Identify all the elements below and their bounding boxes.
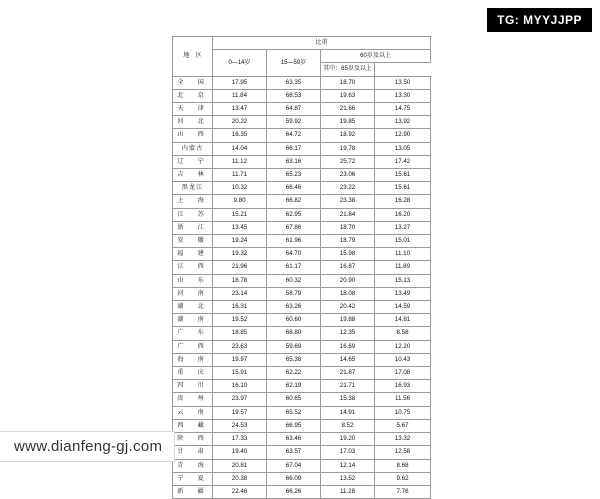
table-body [173,76,431,499]
cell-65-plus: 8.58 [375,327,431,340]
row-region: 河 北 [173,116,213,129]
row-region: 湖 北 [173,301,213,314]
row-region: 宁 夏 [173,472,213,485]
cell-65-plus: 16.93 [375,380,431,393]
row-region: 陕 西 [173,433,213,446]
row-region: 四 川 [173,380,213,393]
row-region: 福 建 [173,248,213,261]
cell-60-plus: 12.14 [321,459,375,472]
row-region: 辽 宁 [173,155,213,168]
cell-65-plus: 9.62 [375,472,431,485]
cell-0-14: 23.97 [213,393,267,406]
row-region: 湖 南 [173,314,213,327]
tg-badge: TG: MYYJJPP [487,8,592,32]
cell-15-59: 62.95 [267,208,321,221]
cell-15-59: 66.09 [267,472,321,485]
table-row [173,380,431,393]
cell-0-14: 18.85 [213,327,267,340]
cell-60-plus: 18.08 [321,287,375,300]
cell-65-plus: 11.10 [375,248,431,261]
cell-15-59: 63.57 [267,446,321,459]
cell-0-14: 19.97 [213,353,267,366]
cell-60-plus: 19.63 [321,89,375,102]
cell-60-plus: 17.03 [321,446,375,459]
cell-15-59: 68.80 [267,327,321,340]
cell-0-14: 11.12 [213,155,267,168]
row-region: 甘 肃 [173,446,213,459]
cell-15-59: 67.04 [267,459,321,472]
cell-65-plus: 15.61 [375,169,431,182]
cell-60-plus: 15.98 [321,248,375,261]
cell-15-59: 62.19 [267,380,321,393]
cell-65-plus: 13.27 [375,221,431,234]
cell-0-14: 9.80 [213,195,267,208]
cell-60-plus: 12.35 [321,327,375,340]
cell-60-plus: 18.79 [321,235,375,248]
cell-0-14: 20.38 [213,472,267,485]
row-region: 北 京 [173,89,213,102]
cell-15-59: 63.46 [267,433,321,446]
cell-65-plus: 12.20 [375,340,431,353]
row-region: 云 南 [173,406,213,419]
table-row [173,155,431,168]
cell-15-59: 65.23 [267,169,321,182]
row-region: 内蒙古 [173,142,213,155]
cell-0-14: 15.21 [213,208,267,221]
cell-60-plus: 8.52 [321,419,375,432]
cell-15-59: 60.32 [267,274,321,287]
cell-15-59: 63.16 [267,155,321,168]
cell-0-14: 17.95 [213,76,267,89]
header-col-65-plus: 其中：65岁及以上 [321,63,375,76]
cell-15-59: 60.60 [267,314,321,327]
cell-15-59: 58.79 [267,287,321,300]
table-row [173,235,431,248]
table-head [173,37,431,77]
table-row [173,182,431,195]
row-region: 西 藏 [173,419,213,432]
cell-0-14: 19.40 [213,446,267,459]
cell-60-plus: 16.69 [321,340,375,353]
row-region: 黑龙江 [173,182,213,195]
cell-60-plus: 20.90 [321,274,375,287]
data-table [172,36,431,499]
table-row [173,76,431,89]
row-region: 安 徽 [173,235,213,248]
cell-60-plus: 19.20 [321,433,375,446]
cell-15-59: 59.92 [267,116,321,129]
cell-0-14: 18.78 [213,274,267,287]
cell-60-plus: 25.72 [321,155,375,168]
table-row [173,327,431,340]
cell-65-plus: 7.76 [375,485,431,498]
cell-65-plus: 15.01 [375,235,431,248]
cell-65-plus: 8.68 [375,459,431,472]
table-row [173,459,431,472]
header-col-15-59: 15—59岁 [267,50,321,76]
row-region: 江 苏 [173,208,213,221]
cell-0-14: 19.57 [213,406,267,419]
cell-65-plus: 10.43 [375,353,431,366]
row-region: 山 东 [173,274,213,287]
cell-15-59: 66.17 [267,142,321,155]
cell-0-14: 15.91 [213,367,267,380]
cell-15-59: 65.52 [267,406,321,419]
cell-15-59: 63.35 [267,76,321,89]
cell-0-14: 13.45 [213,221,267,234]
cell-0-14: 14.04 [213,142,267,155]
row-region: 上 海 [173,195,213,208]
row-region: 河 南 [173,287,213,300]
cell-15-59: 66.82 [267,195,321,208]
row-region: 全 国 [173,76,213,89]
cell-60-plus: 23.22 [321,182,375,195]
cell-60-plus: 14.65 [321,353,375,366]
cell-15-59: 64.70 [267,248,321,261]
row-region: 新 疆 [173,485,213,498]
cell-15-59: 68.53 [267,89,321,102]
cell-65-plus: 17.08 [375,367,431,380]
cell-15-59: 66.95 [267,419,321,432]
cell-60-plus: 18.70 [321,76,375,89]
cell-0-14: 20.81 [213,459,267,472]
cell-65-plus: 13.05 [375,142,431,155]
cell-0-14: 11.71 [213,169,267,182]
table-row [173,287,431,300]
cell-65-plus: 12.90 [375,129,431,142]
table-row [173,261,431,274]
cell-0-14: 13.47 [213,103,267,116]
cell-0-14: 16.35 [213,129,267,142]
cell-15-59: 60.65 [267,393,321,406]
row-region: 广 东 [173,327,213,340]
table-row [173,169,431,182]
cell-60-plus: 19.85 [321,116,375,129]
cell-60-plus: 19.88 [321,314,375,327]
table-row [173,472,431,485]
cell-60-plus: 21.71 [321,380,375,393]
table-row [173,103,431,116]
cell-60-plus: 18.70 [321,221,375,234]
cell-15-59: 66.26 [267,485,321,498]
cell-65-plus: 15.13 [375,274,431,287]
cell-15-59: 66.46 [267,182,321,195]
cell-0-14: 19.24 [213,235,267,248]
cell-60-plus: 15.38 [321,393,375,406]
cell-15-59: 61.17 [267,261,321,274]
row-region: 海 南 [173,353,213,366]
table-row [173,485,431,498]
cell-60-plus: 14.91 [321,406,375,419]
table-row [173,406,431,419]
table-row [173,367,431,380]
cell-0-14: 16.10 [213,380,267,393]
cell-0-14: 20.22 [213,116,267,129]
cell-60-plus: 16.87 [321,261,375,274]
cell-60-plus: 23.38 [321,195,375,208]
cell-65-plus: 14.81 [375,314,431,327]
cell-65-plus: 13.92 [375,116,431,129]
table-row [173,393,431,406]
site-watermark: www.dianfeng-gj.com [0,431,175,462]
cell-15-59: 63.26 [267,301,321,314]
table-row [173,116,431,129]
cell-65-plus: 13.30 [375,89,431,102]
cell-65-plus: 13.50 [375,76,431,89]
cell-0-14: 10.32 [213,182,267,195]
row-region: 重 庆 [173,367,213,380]
row-region: 山 西 [173,129,213,142]
cell-65-plus: 16.28 [375,195,431,208]
cell-65-plus: 11.56 [375,393,431,406]
table-row [173,248,431,261]
cell-15-59: 65.38 [267,353,321,366]
header-col-0-14: 0—14岁 [213,50,267,76]
table-row [173,446,431,459]
table-row [173,89,431,102]
cell-0-14: 19.32 [213,248,267,261]
cell-60-plus: 21.66 [321,103,375,116]
row-region: 贵 州 [173,393,213,406]
cell-65-plus: 15.61 [375,182,431,195]
cell-65-plus: 13.32 [375,433,431,446]
cell-65-plus: 12.58 [375,446,431,459]
cell-0-14: 23.14 [213,287,267,300]
row-region: 吉 林 [173,169,213,182]
cell-0-14: 21.96 [213,261,267,274]
cell-65-plus: 10.75 [375,406,431,419]
cell-65-plus: 16.20 [375,208,431,221]
cell-0-14: 19.52 [213,314,267,327]
table-row [173,301,431,314]
cell-60-plus: 11.28 [321,485,375,498]
cell-15-59: 59.69 [267,340,321,353]
row-region: 浙 江 [173,221,213,234]
table-row [173,274,431,287]
table-row [173,353,431,366]
cell-15-59: 64.72 [267,129,321,142]
cell-0-14: 22.46 [213,485,267,498]
table-row [173,195,431,208]
cell-15-59: 64.87 [267,103,321,116]
row-region: 广 西 [173,340,213,353]
cell-60-plus: 21.87 [321,367,375,380]
cell-60-plus: 21.84 [321,208,375,221]
cell-15-59: 62.22 [267,367,321,380]
table-row [173,340,431,353]
header-region: 地 区 [173,37,213,77]
table-row [173,419,431,432]
cell-60-plus: 20.42 [321,301,375,314]
cell-60-plus: 13.52 [321,472,375,485]
cell-60-plus: 23.06 [321,169,375,182]
row-region: 青 海 [173,459,213,472]
table-header-row-1 [173,37,431,50]
table-row [173,129,431,142]
cell-15-59: 67.86 [267,221,321,234]
cell-65-plus: 17.42 [375,155,431,168]
cell-0-14: 23.63 [213,340,267,353]
cell-65-plus: 13.49 [375,287,431,300]
cell-0-14: 17.33 [213,433,267,446]
cell-65-plus: 14.59 [375,301,431,314]
cell-0-14: 11.84 [213,89,267,102]
cell-0-14: 16.31 [213,301,267,314]
table-row [173,314,431,327]
header-col-60-plus: 60岁及以上 [321,50,431,63]
cell-65-plus: 5.67 [375,419,431,432]
cell-60-plus: 19.78 [321,142,375,155]
cell-65-plus: 14.75 [375,103,431,116]
table-row [173,433,431,446]
header-group-proportion: 比重 [213,37,431,50]
table-row [173,142,431,155]
row-region: 天 津 [173,103,213,116]
population-age-structure-table [172,36,430,499]
table-row [173,208,431,221]
table-row [173,221,431,234]
row-region: 江 西 [173,261,213,274]
cell-60-plus: 18.92 [321,129,375,142]
cell-15-59: 61.96 [267,235,321,248]
cell-65-plus: 11.89 [375,261,431,274]
cell-0-14: 24.53 [213,419,267,432]
